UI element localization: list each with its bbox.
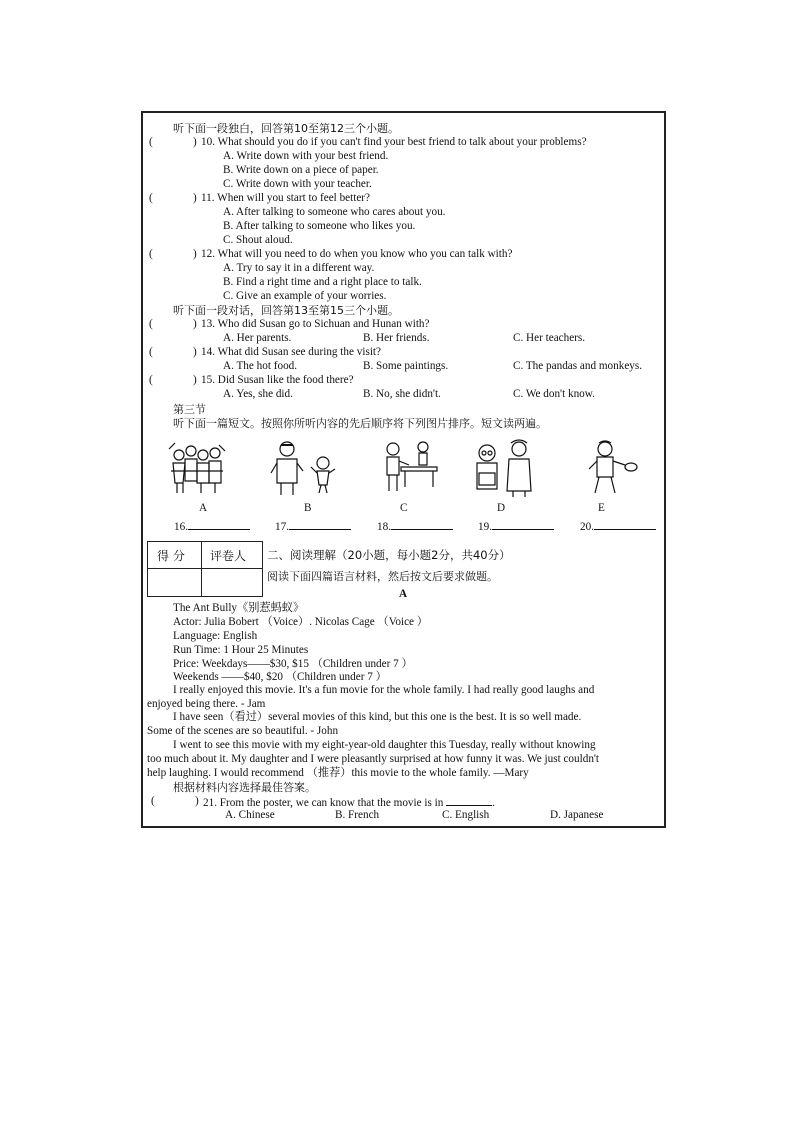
q13-option-b: B. Her friends.: [363, 332, 430, 344]
q10-paren-close: ): [193, 136, 197, 148]
answer-19-number: 19.: [478, 521, 492, 533]
q11-paren-open[interactable]: (: [149, 192, 153, 204]
q15-option-a: A. Yes, she did.: [223, 388, 293, 400]
q12-option-a: A. Try to say it in a different way.: [223, 262, 375, 274]
q11-paren-close: ): [193, 192, 197, 204]
movie-language: Language: English: [173, 630, 258, 642]
section3-title: 第三节: [173, 403, 206, 416]
answer-17[interactable]: [275, 519, 351, 534]
answer-19[interactable]: [478, 519, 554, 534]
grader-label: 评卷人: [210, 549, 247, 563]
review-john-line1: I have seen（看过）several movies of this kind, but this one is the best. It is so well made.: [173, 711, 582, 723]
answer-20-number: 20.: [580, 521, 594, 533]
q12-option-c: C. Give an example of your worries.: [223, 290, 387, 302]
review-mary-line2: too much about it. My daughter and I were pleasantly surprised at how funny it was. We just couldn't: [147, 753, 600, 765]
review-john-line2: Some of the scenes are so beautiful. - John: [147, 725, 339, 737]
picture-c-children-at-table: [379, 439, 441, 499]
score-table: [147, 541, 263, 597]
dialogue-instruction: 听下面一段对话，回答第13至第15三个小题。: [173, 304, 399, 317]
q21-stem: 21. From the poster, we can know that the movie is in .: [203, 797, 495, 809]
section3-instruction: 听下面一篇短文。按照你所听内容的先后顺序将下列图片排序。短文读两遍。: [173, 417, 547, 430]
q11-option-b: B. After talking to someone who likes you.: [223, 220, 416, 232]
q21-blank[interactable]: [446, 795, 492, 806]
q10-option-c: C. Write down with your teacher.: [223, 178, 372, 190]
grader-cell[interactable]: [203, 569, 261, 596]
question-instruction: 根据材料内容选择最佳答案。: [173, 781, 316, 794]
q21-option-a: A. Chinese: [225, 809, 275, 821]
q14-stem: 14. What did Susan see during the visit?: [201, 346, 382, 358]
answer-18-blank[interactable]: [391, 519, 453, 530]
q14-option-b: B. Some paintings.: [363, 360, 449, 372]
q13-option-a: A. Her parents.: [223, 332, 292, 344]
q10-option-b: B. Write down on a piece of paper.: [223, 164, 379, 176]
picture-e-child-with-racket: [585, 439, 641, 499]
q21-option-b: B. French: [335, 809, 380, 821]
q10-paren-open[interactable]: (: [149, 136, 153, 148]
reading-instruction: 阅读下面四篇语言材料，然后按文后要求做题。: [267, 570, 498, 583]
answer-17-blank[interactable]: [289, 519, 351, 530]
movie-runtime: Run Time: 1 Hour 25 Minutes: [173, 644, 309, 656]
q12-paren-close: ): [193, 248, 197, 260]
q10-option-a: A. Write down with your best friend.: [223, 150, 389, 162]
answer-19-blank[interactable]: [492, 519, 554, 530]
movie-price-weekdays: Price: Weekdays——$30, $15 （Children under 7 ）: [173, 658, 413, 670]
q14-option-a: A. The hot food.: [223, 360, 298, 372]
review-jam-line1: I really enjoyed this movie. It's a fun movie for the whole family. I had really good laughs and: [173, 684, 595, 696]
answer-20-blank[interactable]: [594, 519, 656, 530]
q13-stem: 13. Who did Susan go to Sichuan and Hunan with?: [201, 318, 430, 330]
answer-17-number: 17.: [275, 521, 289, 533]
picture-label-b: B: [304, 502, 312, 514]
picture-a-group-of-people: [167, 441, 227, 497]
q14-paren-open[interactable]: (: [149, 346, 153, 358]
review-mary-line3: help laughing. I would recommend （推荐）this movie to the whole family. —Mary: [147, 767, 529, 779]
q15-stem: 15. Did Susan like the food there?: [201, 374, 354, 386]
q14-option-c: C. The pandas and monkeys.: [513, 360, 643, 372]
q15-option-c: C. We don't know.: [513, 388, 595, 400]
q10-stem: 10. What should you do if you can't find your best friend to talk about your problems?: [201, 136, 587, 148]
monologue-instruction: 听下面一段独白，回答第10至第12三个小题。: [173, 122, 399, 135]
q21-paren-open[interactable]: (: [151, 795, 155, 807]
q13-option-c: C. Her teachers.: [513, 332, 586, 344]
q15-option-b: B. No, she didn't.: [363, 388, 441, 400]
exam-sheet: [141, 111, 666, 828]
q15-paren-close: ): [193, 374, 197, 386]
q21-paren-close: ): [195, 795, 199, 807]
q11-stem: 11. When will you start to feel better?: [201, 192, 371, 204]
picture-label-e: E: [598, 502, 605, 514]
picture-label-c: C: [400, 502, 408, 514]
movie-actor: Actor: Julia Bobert （Voice）. Nicolas Cage （Voice ）: [173, 616, 428, 628]
q11-option-c: C. Shout aloud.: [223, 234, 293, 246]
q13-paren-open[interactable]: (: [149, 318, 153, 330]
picture-label-a: A: [199, 502, 208, 514]
q21-option-c: C. English: [442, 809, 490, 821]
q13-paren-close: ): [193, 318, 197, 330]
q11-option-a: A. After talking to someone who cares about you.: [223, 206, 446, 218]
picture-label-d: D: [497, 502, 506, 514]
picture-d-elderly-couple-reading: [471, 439, 543, 499]
review-mary-line1: I went to see this movie with my eight-year-old daughter this Tuesday, really without knowing: [173, 739, 596, 751]
answer-16-number: 16.: [174, 521, 188, 533]
answer-16[interactable]: [174, 519, 250, 534]
answer-18-number: 18.: [377, 521, 391, 533]
score-cell[interactable]: [148, 569, 200, 596]
q14-paren-close: ): [193, 346, 197, 358]
answer-16-blank[interactable]: [188, 519, 250, 530]
score-label: 得 分: [157, 549, 185, 563]
q21-stem-text: 21. From the poster, we can know that the movie is in: [203, 797, 444, 809]
review-jam-line2: enjoyed being there. - Jam: [147, 698, 266, 710]
q12-paren-open[interactable]: (: [149, 248, 153, 260]
answer-20[interactable]: [580, 519, 656, 534]
movie-title: The Ant Bully《别惹蚂蚁》: [173, 602, 305, 614]
reading-heading: 二、阅读理解（20小题，每小题2分，共40分）: [267, 548, 511, 562]
q12-option-b: B. Find a right time and a right place to talk.: [223, 276, 422, 288]
q15-paren-open[interactable]: (: [149, 374, 153, 386]
picture-b-man-and-child: [269, 439, 341, 499]
reading-part-a: A: [399, 588, 408, 600]
answer-18[interactable]: [377, 519, 453, 534]
q21-option-d: D. Japanese: [550, 809, 604, 821]
movie-price-weekends: Weekends ——$40, $20 （Children under 7 ）: [173, 671, 387, 683]
q12-stem: 12. What will you need to do when you know who you can talk with?: [201, 248, 513, 260]
